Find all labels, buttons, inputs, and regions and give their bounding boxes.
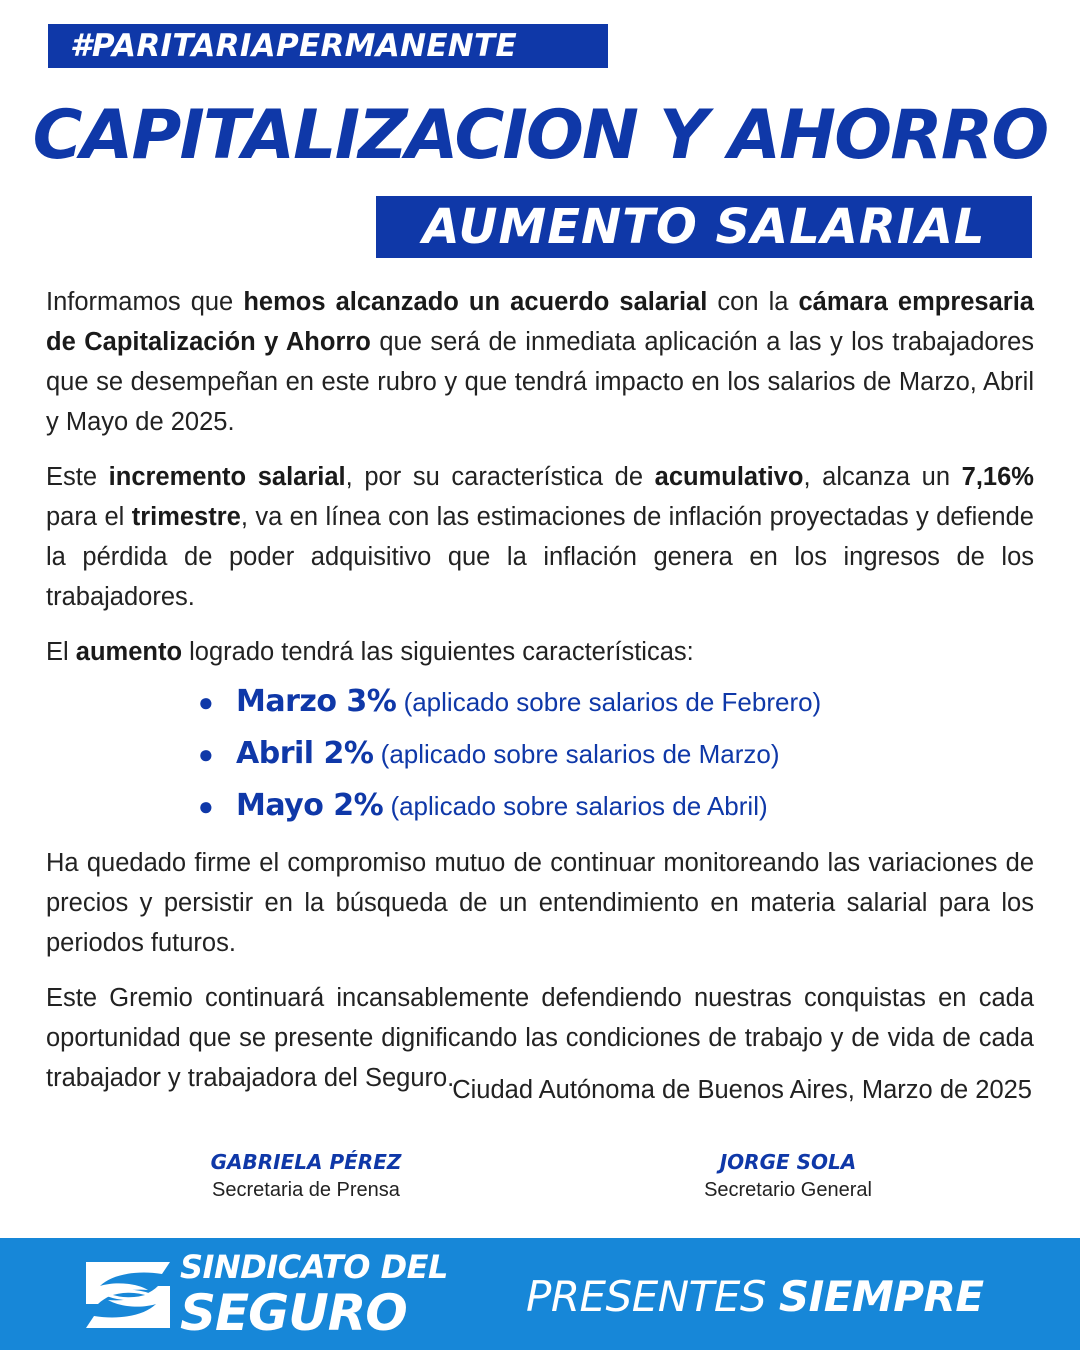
- signature-name: GABRIELA PÉREZ: [210, 1150, 402, 1174]
- bullet-icon: ●: [198, 687, 214, 717]
- bullet-icon: ●: [198, 791, 214, 821]
- bold-segment: hemos alcanzado un acuerdo salarial: [243, 288, 708, 316]
- text-segment: para el: [46, 503, 132, 531]
- text-segment: con la: [707, 288, 799, 316]
- bold-segment: cámara empresaria de Capitalización y Ahorro: [46, 288, 1034, 356]
- text-segment: logrado tendrá las siguientes características:: [182, 638, 694, 666]
- increase-list: [46, 676, 1034, 832]
- month-detail: (aplicado sobre salarios de Febrero): [396, 687, 822, 717]
- text-segment: , por su característica de: [345, 463, 655, 491]
- brand-line-1: SINDICATO DEL: [180, 1248, 448, 1286]
- list-item: [198, 728, 1034, 780]
- paragraph-union: Este Gremio continuará incansablemente defendiendo nuestras conquistas en cada oportunidad que se presente dignificando las condiciones de trabajo y de vida de cada trabajador y trabajadora del Seguro.: [46, 984, 1034, 1092]
- list-item: [198, 780, 1034, 832]
- hashtag-banner: #PARITARIAPERMANENTE: [48, 24, 608, 68]
- announcement-body: [46, 282, 1034, 1113]
- paragraph-intro: [46, 282, 1034, 442]
- text-segment: El: [46, 638, 76, 666]
- signature-name: JORGE SOLA: [719, 1150, 857, 1174]
- signature-press-secretary: [186, 1148, 426, 1204]
- bullet-icon: ●: [198, 739, 214, 769]
- signature-role: Secretaria de Prensa: [212, 1179, 400, 1201]
- page-title: CAPITALIZACION Y AHORRO: [32, 96, 1048, 175]
- paragraph-characteristics: [46, 632, 1034, 672]
- slogan-word-2: SIEMPRE: [778, 1272, 984, 1321]
- brand-line-2: SEGURO: [180, 1284, 407, 1342]
- list-item: [198, 676, 1034, 728]
- signature-role: Secretario General: [704, 1179, 872, 1201]
- bold-segment: acumulativo: [654, 463, 804, 491]
- paragraph-commitment: Ha quedado firme el compromiso mutuo de continuar monitoreando las variaciones de precios y persistir en la búsqueda de un entendimiento en materia salarial para los periodos futuros.: [46, 849, 1034, 957]
- slogan-word-1: PRESENTES: [526, 1272, 779, 1321]
- footer-bar: [0, 1238, 1080, 1350]
- union-brand: [180, 1248, 448, 1340]
- bold-segment: trimestre: [131, 503, 241, 531]
- month-percent: Abril 2%: [236, 736, 374, 771]
- bold-segment: 7,16%: [961, 463, 1034, 491]
- month-percent: Marzo 3%: [236, 684, 397, 719]
- text-segment: , va en línea con las estimaciones de inflación proyectadas y defiende la pérdida de poder adquisitivo que la inflación genera en los ingresos de los trabajadores.: [46, 503, 1034, 611]
- bold-segment: incremento salarial: [108, 463, 346, 491]
- slogan: [526, 1272, 984, 1322]
- bold-segment: aumento: [75, 638, 183, 666]
- text-segment: Informamos que: [46, 288, 244, 316]
- month-percent: Mayo 2%: [236, 788, 384, 823]
- subtitle-banner: AUMENTO SALARIAL: [376, 196, 1032, 258]
- swirl-logo-icon: [78, 1252, 178, 1338]
- date-line: Ciudad Autónoma de Buenos Aires, Marzo de 2025: [452, 1076, 1032, 1104]
- text-segment: , alcanza un: [803, 463, 962, 491]
- text-segment: que será de inmediata aplicación a las y los trabajadores que se desempeñan en este rubro y que tendrá impacto en los salarios de Marzo, Abril y Mayo de 2025.: [46, 328, 1034, 436]
- signature-general-secretary: [668, 1148, 908, 1204]
- text-segment: Este: [46, 463, 109, 491]
- month-detail: (aplicado sobre salarios de Marzo): [373, 739, 780, 769]
- month-detail: (aplicado sobre salarios de Abril): [383, 791, 768, 821]
- paragraph-increment: [46, 457, 1034, 617]
